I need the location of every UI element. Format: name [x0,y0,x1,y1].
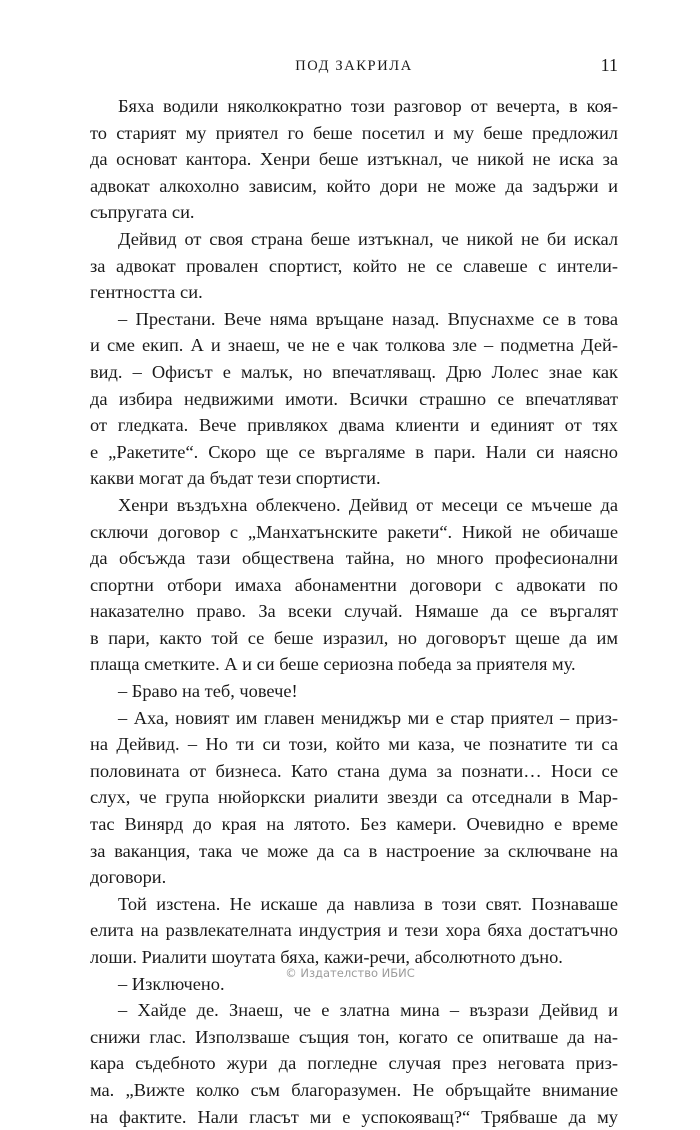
text-line: вид. – Офисът е малък, но впечатляващ. Дрю Лолес знае как [90,361,618,382]
text-line: да обсъжда тази обществена тайна, но много професионални [90,548,618,569]
text-line: елита на развлекателната индустрия и тези хора бяха достатъчно [90,920,618,941]
text-line: какви могат да бъдат тези спортисти. [90,468,381,489]
text-line: на Дейвид. – Но ти си този, който ми каза, че познатите ти са [90,734,618,755]
text-line: ма. „Вижте колко съм благоразумен. Не обръщайте внимание [90,1079,618,1100]
text-line: – Хайде де. Знаеш, че е златна мина – възрази Дейвид и [118,1000,618,1021]
running-title: ПОД ЗАКРИЛА [295,58,413,74]
text-line: от гледката. Вече привлякох двама клиенти и единият от тях [90,415,618,436]
text-line: за ваканция, така че може да са в настроение за сключване на [90,840,618,861]
text-line: в пари, както той се беше изразил, но договорът щеше да им [90,627,618,648]
text-line: Той изстена. Не искаше да навлиза в този свят. Познаваше [118,893,618,914]
text-line: и сме екип. А и знаеш, че не е чак толкова зле – подметна Дей- [90,335,618,356]
text-line: гентността си. [90,282,203,303]
text-line: тас Винярд до края на лятото. Без камери. Очевидно е време [90,814,618,835]
text-line: сключи договор с „Манхатънските ракети“. Никой не обичаше [90,521,618,542]
text-line: адвокат алкохолно зависим, който дори не може да задържи и [90,175,618,196]
text-line: лоши. Риалити шоутата бяха, кажи-речи, абсолютното дъно. [90,947,563,967]
text-line: съпругата си. [90,202,195,223]
page-header [90,55,618,82]
text-line: снижи глас. Използваше същия тон, когато се опитваше да на- [90,1026,618,1047]
publisher-copyright: © Издателство ИБИС [285,966,415,980]
text-line: на фактите. Нали гласът ми е успокояващ?“ Трябваше да му [90,1106,618,1127]
text-line: – Браво на теб, човече! [118,681,298,702]
text-line: – Изключено. [118,973,225,994]
text-line: половината от бизнеса. Като стана дума за познати… Носи се [90,760,618,781]
text-line: кара съдебното жури да погледне случая през неговата приз- [90,1053,618,1074]
text-line: за адвокат провален спортист, който не се славеше с интели- [90,255,618,276]
text-line: Бяха водили няколкократно този разговор от вечерта, в коя- [118,96,618,116]
text-line: слух, че група нюйоркски риалити звезди са отседнали в Мар- [90,787,618,808]
text-line: да основат кантора. Хенри беше изтъкнал, че никой не иска за [90,149,618,170]
page-number: 11 [600,55,618,75]
text-line: е „Ракетите“. Скоро ще се въргаляме в пари. Нали си наясно [90,441,618,462]
text-line: наказателно право. За всеки случай. Нямаше да се въргалят [90,601,618,622]
text-line: договори. [90,867,167,888]
text-line: Дейвид от своя страна беше изтъкнал, че никой не би искал [118,228,618,249]
text-line: то старият му приятел го беше посетил и му беше предложил [90,122,618,143]
text-line: – Престани. Вече няма връщане назад. Впуснахме се в това [118,308,618,329]
text-line: Хенри въздъхна облекчено. Дейвид от месеци се мъчеше да [118,494,618,515]
text-line: да избира недвижими имоти. Всички страшно се впечатляват [90,388,618,409]
text-line: спортни отбори имаха абонаментни договори с адвокати по [90,574,618,595]
text-line: плаща сметките. А и си беше сериозна победа за приятеля му. [90,654,576,675]
text-line: – Аха, новият им главен мениджър ми е стар приятел – приз- [118,707,618,728]
